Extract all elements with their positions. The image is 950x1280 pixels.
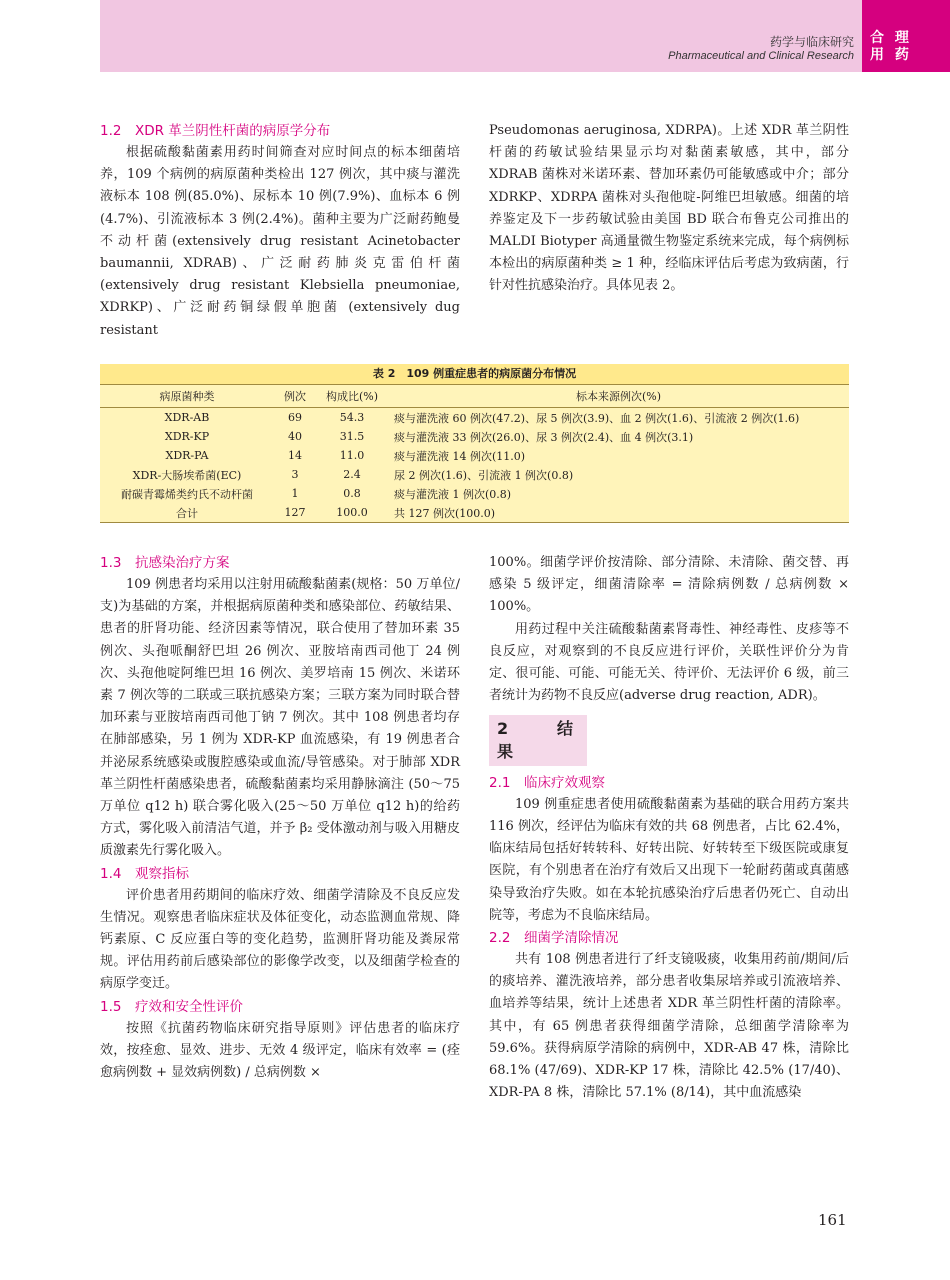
cell-ratio: 31.5 bbox=[339, 430, 365, 443]
table-2 bbox=[100, 364, 849, 523]
cell-pathogen: 耐碳青霉烯类约氏不动杆菌 bbox=[121, 487, 253, 501]
section-1-5-heading: 1.5 疗效和安全性评价 bbox=[100, 998, 243, 1015]
left-column-bottom bbox=[100, 552, 460, 1084]
table-total-row bbox=[100, 503, 849, 523]
section-2-2-heading: 2.2 细菌学清除情况 bbox=[489, 930, 619, 947]
col-header-ratio: 构成比(%) bbox=[316, 385, 388, 408]
right-column-bottom bbox=[489, 552, 849, 1104]
badge-line-1: 合 理 bbox=[870, 30, 912, 46]
cell-ratio: 100.0 bbox=[316, 503, 388, 523]
cell-count: 69 bbox=[288, 411, 302, 424]
section-1-2-heading: 1.2 XDR 革兰阴性杆菌的病原学分布 bbox=[100, 123, 331, 139]
cell-count: 127 bbox=[274, 503, 316, 523]
cell-count: 14 bbox=[288, 449, 302, 462]
col-header-count: 例次 bbox=[274, 385, 316, 408]
journal-title-en: Pharmaceutical and Clinical Research bbox=[668, 50, 854, 62]
table-row bbox=[100, 465, 849, 484]
table-row bbox=[100, 427, 849, 446]
cell-source: 痰与灌洗液 14 例次(11.0) bbox=[394, 449, 526, 463]
section-2-1-heading: 2.1 临床疗效观察 bbox=[489, 774, 605, 791]
cell-source: 痰与灌洗液 60 例次(47.2)、尿 5 例次(3.9)、血 2 例次(1.6)、引流液 2 例次(1.6) bbox=[394, 411, 800, 425]
section-1-5-continued: 100%。细菌学评价按清除、部分清除、未清除、菌交替、再感染 5 级评定，细菌清除率 = 清除病例数 / 总病例数 × 100%。 bbox=[489, 555, 849, 615]
cell-count: 1 bbox=[291, 487, 299, 500]
cell-count: 3 bbox=[291, 468, 299, 481]
left-column-top bbox=[100, 120, 460, 342]
journal-title-cn: 药学与临床研究 bbox=[769, 35, 854, 49]
section-1-5-paragraph: 按照《抗菌药物临床研究指导原则》评估患者的临床疗效，按痊愈、显效、进步、无效 4 级评定，临床有效率 = (痊愈病例数 + 显效病例数) / 总病例数 × bbox=[100, 1020, 460, 1081]
cell-pathogen: XDR-KP bbox=[164, 430, 210, 443]
pathogen-table bbox=[100, 384, 849, 523]
cell-pathogen: XDR-PA bbox=[165, 449, 209, 462]
cell-ratio: 11.0 bbox=[339, 449, 365, 462]
cell-ratio: 2.4 bbox=[343, 468, 361, 481]
cell-source: 共 127 例次(100.0) bbox=[388, 503, 849, 523]
cell-source: 尿 2 例次(1.6)、引流液 1 例次(0.8) bbox=[394, 468, 574, 482]
cell-source: 痰与灌洗液 33 例次(26.0)、尿 3 例次(2.4)、血 4 例次(3.1) bbox=[394, 430, 694, 444]
section-2-2-paragraph: 共有 108 例患者进行了纤支镜吸痰，收集用药前/期间/后的痰培养、灌洗液培养，部分患者收集尿培养或引流液培养、血培养等结果，统计上述患者 XDR 革兰阴性杆菌的清除率。其中，有 65 例患者获得细菌学清除，总细菌学清除率为 59.6%。获得病原学清除的病例中，XDR-AB 47 株，清除比 68.1% (47/69)、XDR-KP 17 株，清除比 42.5% (17/40)、XDR-PA 8 株，清除比 57.1% (8/14)，其中血流感染 bbox=[489, 952, 849, 1101]
col-header-pathogen: 病原菌种类 bbox=[100, 385, 274, 408]
section-2-1-paragraph: 109 例重症患者使用硫酸黏菌素为基础的联合用药方案共 116 例次，经评估为临床有效的共 68 例患者，占比 62.4%，临床结局包括好转转科、好转出院、好转转至下级医院或康复医院，有个别患者在治疗有效后又出现下一轮耐药菌或真菌感染导致治疗失败。如在本轮抗感染治疗后患者仍死亡、自动出院等，考虑为不良临床结局。 bbox=[489, 796, 849, 923]
table-row bbox=[100, 446, 849, 465]
section-1-3-heading: 1.3 抗感染治疗方案 bbox=[100, 555, 230, 571]
cell-pathogen: 合计 bbox=[100, 503, 274, 523]
results-heading: 2 结 果 bbox=[489, 715, 587, 765]
col-header-source: 标本来源例次(%) bbox=[388, 385, 849, 408]
section-1-4-heading: 1.4 观察指标 bbox=[100, 865, 189, 882]
section-1-3-paragraph: 109 例患者均采用以注射用硫酸黏菌素(规格：50 万单位/支)为基础的方案，并根据病原菌种类和感染部位、药敏结果、患者的肝肾功能、经济因素等情况，联合使用了替加环素 35 例次、头孢哌酮舒巴坦 26 例次、亚胺培南西司他丁 24 例次、头孢他啶阿维巴坦 16 例次、美罗培南 15 例次、米诺环素 7 例次等的二联或三联抗感染方案；三联方案为同时联合替加环素与亚胺培南西司他丁钠 7 例次。其中 108 例患者均存在肺部感染，另 1 例为 XDR-KP 血流感染，有 19 例患者合并泌尿系统感染或腹腔感染或血流/导管感染。对于肺部 XDR 革兰阴性杆菌感染患者，硫酸黏菌素均采用静脉滴注 (50～75 万单位 q12 h) 联合雾化吸入(25～50 万单位 q12 h)的给药方式，雾化吸入前清洁气道，并予 β₂ 受体激动剂与吸入用糖皮质激素先行雾化吸入。 bbox=[100, 577, 460, 859]
right-column-top bbox=[489, 120, 849, 298]
cell-pathogen: XDR-大肠埃希菌(EC) bbox=[132, 468, 242, 482]
cell-ratio: 0.8 bbox=[343, 487, 361, 500]
table-row bbox=[100, 408, 849, 428]
section-1-4-paragraph: 评价患者用药期间的临床疗效、细菌学清除及不良反应发生情况。观察患者临床症状及体征变化，动态监测血常规、降钙素原、C 反应蛋白等的变化趋势，监测肝肾功能及粪尿常规。评估用药前后感染部位的影像学改变，以及细菌学检查的病原学变迁。 bbox=[100, 887, 460, 992]
section-badge bbox=[870, 30, 912, 64]
right-top-paragraph: Pseudomonas aeruginosa, XDRPA)。上述 XDR 革兰阴性杆菌的药敏试验结果显示均对黏菌素敏感，其中，部分 XDRAB 菌株对米诺环素、替加环素仍可能敏感或中介；部分 XDRKP、XDRPA 菌株对头孢他啶-阿维巴坦敏感。细菌的培养鉴定及下一步药敏试验由美国 BD 联合布鲁克公司推出的 MALDI Biotyper 高通量微生物鉴定系统来完成，每个病例标本检出的病原菌种类 ≥ 1 种，经临床评估后考虑为致病菌，行针对性抗感染治疗。具体见表 2。 bbox=[489, 123, 849, 294]
page-number: 161 bbox=[818, 1211, 847, 1229]
table-title: 表 2 109 例重症患者的病原菌分布情况 bbox=[100, 364, 849, 384]
cell-count: 40 bbox=[288, 430, 302, 443]
table-row bbox=[100, 484, 849, 503]
section-1-2-paragraph: 根据硫酸黏菌素用药时间筛查对应时间点的标本细菌培养，109 个病例的病原菌种类检出 127 例次，其中痰与灌洗液标本 108 例(85.0%)、尿标本 10 例(7.9%)、血标本 6 例(4.7%)、引流液标本 3 例(2.4%)。菌种主要为广泛耐药鲍曼不动杆菌(extensively drug resistant Acinetobacter baumannii, XDRAB)、广泛耐药肺炎克雷伯杆菌(extensively drug resistant Klebsiella pneumoniae, XDRKP)、广泛耐药铜绿假单胞菌 (extensively dug resistant bbox=[100, 145, 460, 338]
page-header bbox=[0, 0, 950, 72]
cell-source: 痰与灌洗液 1 例次(0.8) bbox=[394, 487, 512, 501]
cell-ratio: 54.3 bbox=[339, 411, 365, 424]
table-header-row bbox=[100, 385, 849, 408]
cell-pathogen: XDR-AB bbox=[164, 411, 210, 424]
adr-paragraph: 用药过程中关注硫酸黏菌素肾毒性、神经毒性、皮疹等不良反应，对观察到的不良反应进行评价，关联性评价分为肯定、很可能、可能、可能无关、待评价、无法评价 6 级，前三者统计为药物不良反应(adverse drug reaction, ADR)。 bbox=[489, 621, 849, 704]
badge-line-2: 用 药 bbox=[870, 47, 912, 63]
